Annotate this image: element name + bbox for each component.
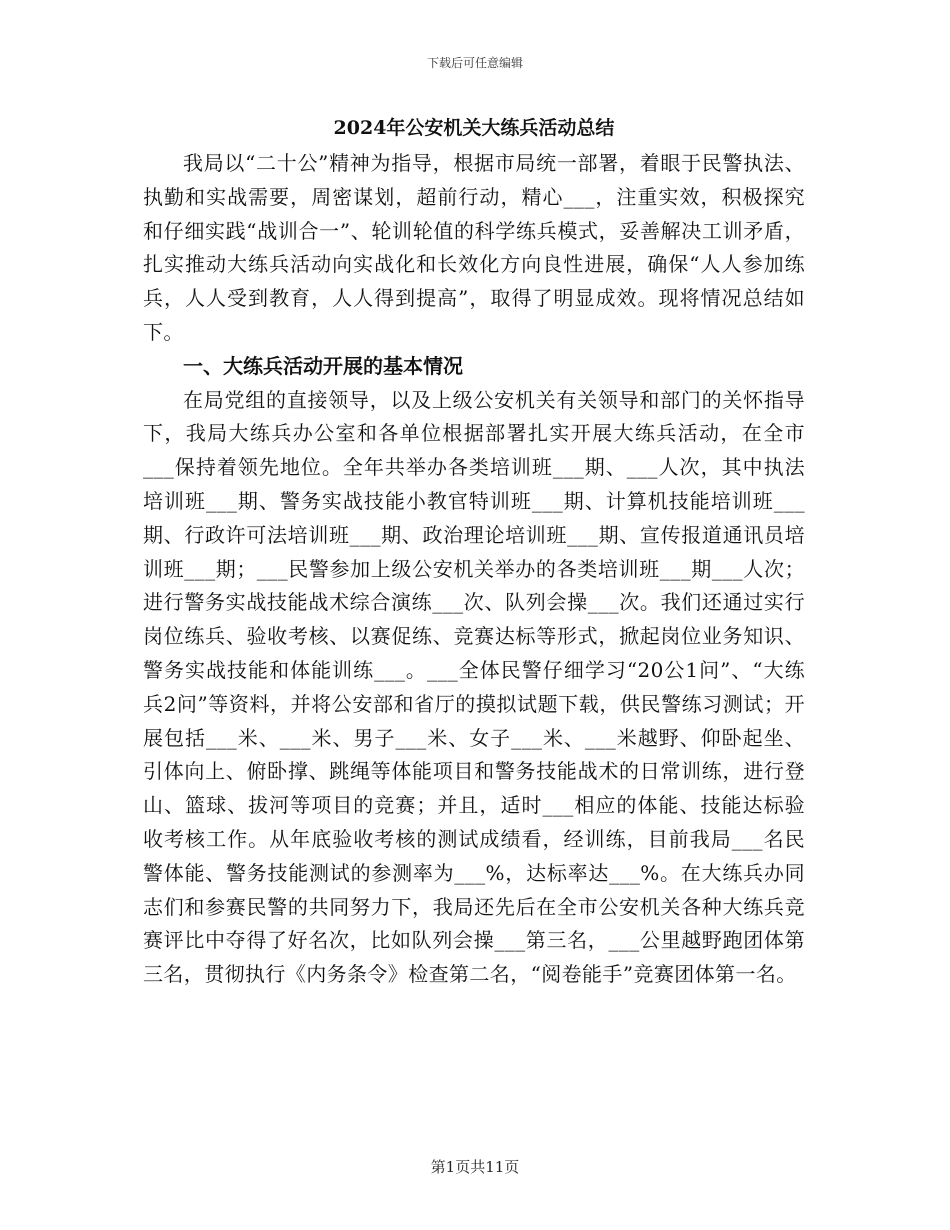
section-paragraph: 在局党组的直接领导，以及上级公安机关有关领导和部门的关怀指导下，我局大练兵办公室和各单位根据部署扎实开展大练兵活动，在全市___保持着领先地位。全年共举办各类培训班___期、___人次，其中执法培训班___期、警务实战技能小教官特训班___期、计算机技能培训班___期、行政许可法培训班___期、政治理论培训班___期、宣传报道通讯员培训班___期；___民警参加上级公安机关举办的各类培训班___期___人次；进行警务实战技能战术综合演练___次、队列会操___次。我们还通过实行岗位练兵、验收考核、以赛促练、竞赛达标等形式，掀起岗位业务知识、警务实战技能和体能训练___。___全体民警仔细学习“20公1问”、“大练兵2问”等资料，并将公安部和省厅的摸拟试题下载，供民警练习测试；开展包括___米、___米、男子___米、女子___米、___米越野、仰卧起坐、引体向上、俯卧撑、跳绳等体能项目和警务技能战术的日常训练，进行登山、篮球、拔河等项目的竞赛；并且，适时___相应的体能、技能达标验收考核工作。从年底验收考核的测试成绩看，经训练，目前我局___名民警体能、警务技能测试的参测率为___%，达标率达___%。在大练兵办同志们和参赛民警的共同努力下，我局还先后在全市公安机关各种大练兵竞赛评比中夺得了好名次，比如队列会操___第三名，___公里越野跑团体第三名，贯彻执行《内务条令》检查第二名，“阅卷能手”竞赛团体第一名。 xyxy=(143,387,805,987)
header-note: 下载后可任意编辑 xyxy=(426,56,523,70)
page-number: 第1页共11页 xyxy=(430,1158,520,1176)
intro-paragraph: 我局以“二十公”精神为指导，根据市局统一部署，着眼于民警执法、执勤和实战需要，周密谋划，超前行动，精心___，注重实效，积极探究和仔细实践“战训合一”、轮训轮值的科学练兵模式，妥善解决工训矛盾，扎实推动大练兵活动向实战化和长效化方向良性进展，确保“人人参加练兵，人人受到教育，人人得到提高”，取得了明显成效。现将情况总结如下。 xyxy=(143,151,805,344)
document-body xyxy=(143,112,805,992)
section-heading: 一、大练兵活动开展的基本情况 xyxy=(183,353,463,378)
document-title: 2024年公安机关大练兵活动总结 xyxy=(333,117,615,139)
